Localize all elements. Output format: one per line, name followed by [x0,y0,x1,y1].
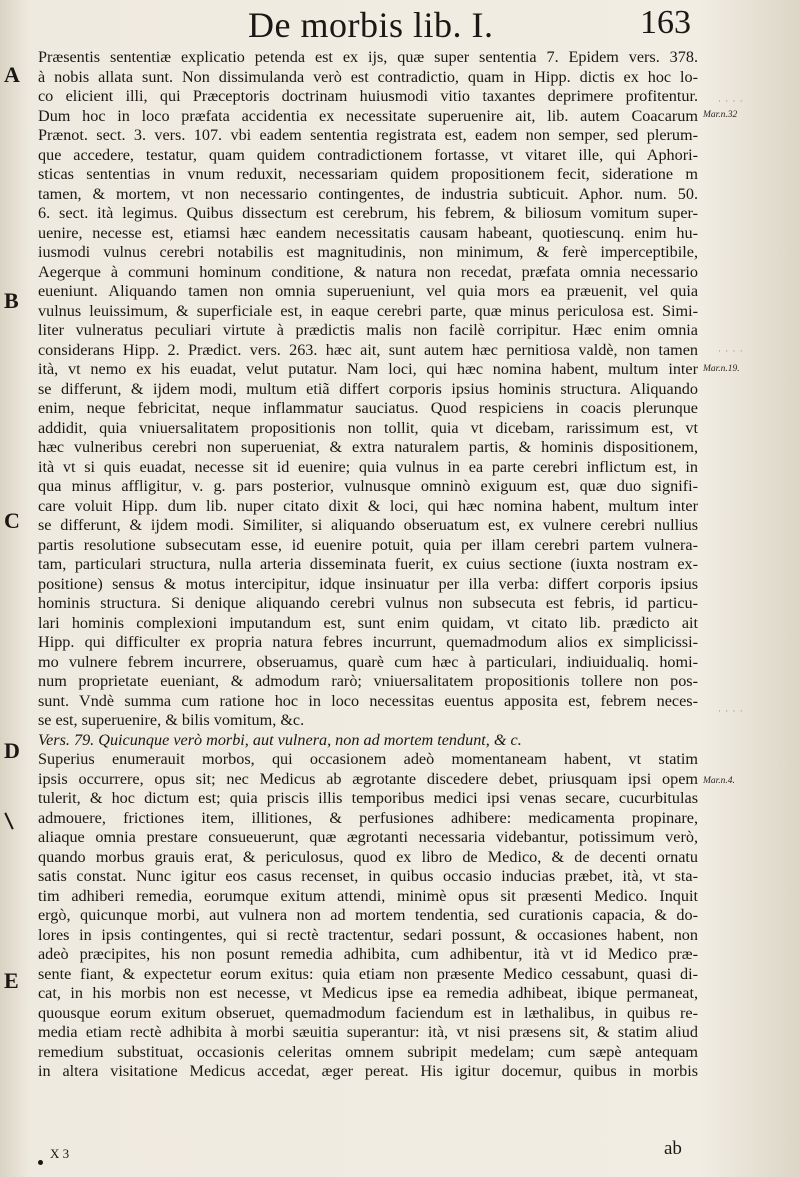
show-through-mark: · · · · [718,706,744,716]
text-line: Hipp. qui difficulter ex propria natura febres incurrunt, quemadmodum alios ex simplicissi- [38,633,698,651]
body-text [38,48,698,1082]
text-line: adeò præcipites, his non posunt remedia adhibita, cum adhibentur, ità vt id Medico præ- [38,945,698,963]
text-line: in altera visitatione Medicus accedat, æger pereat. His igitur docemur, quibus in morbis [38,1062,698,1080]
show-through-mark: · · · · [718,346,744,356]
text-line: uenire, necesse est, etiamsi hæc eandem necessitatis causam habeant, quotiescunq. enim hu- [38,223,698,242]
text-line: enim, neque febricitat, neque inflammatur sauciatus. Quod respiciens in coacis plerunque [38,399,698,417]
text-line: 6. sect. ità legimus. Quibus dissectum est cerebrum, his febrem, & biliosum vomitum super- [38,204,698,222]
text-line: co elicient illi, qui Præceptoris doctrinam huiusmodi vitio taxantes deprimere profitentur. [38,87,698,105]
margin-note: Mar.n.32 [703,110,738,120]
text-line: Præsentis sententiæ explicatio petenda est ex ijs, quæ super sententia 7. Epidem vers. 378. [38,48,698,66]
text-line: lores in ipsis contingentes, qui si rectè tractentur, sedari possunt, & occasiones habent, non [38,925,698,944]
text-line: satis constat. Nunc igitur eos casus recenset, in quibus occasio inducias præbet, ità, vt sta- [38,867,698,885]
text-line: liter vulneratus peculiari virtute à prædictis malis non facilè corripitur. Hæc enim omnia [38,321,698,339]
text-line: sente fiant, & expectetur eorum exitus: quia etiam non præsente Medico cessabunt, quasi di- [38,964,698,983]
text-line: à nobis allata sunt. Non dissimulanda verò est contradictio, quam in Hipp. dictis ex hoc lo- [38,67,698,86]
text-line: eueniunt. Aliquando tamen non omnia superueniunt, vel quia mors ea præuenit, vel quia [38,282,698,300]
ink-dot [38,1160,43,1165]
text-line: ità, vt nemo ex his euadat, velut putatur. Nam loci, qui hæc nomina habent, multum inter [38,360,698,378]
text-line: tam, particulari structura, nulla arteria disseminata fuerit, ex cuius sectione (iuxta nostram ex- [38,555,698,573]
text-line: sticas sententias in vnum reduxit, necessariam quidem propositionem fecit, sideratione m [38,165,698,183]
text-line: sunt. Vndè summa cum ratione hoc in loco necessitas euentus apposita est, febrem neces- [38,691,698,710]
show-through-mark: · · · · [718,96,744,106]
text-line: quando morbus grauis erat, & periculosus, quod ex libro de Medico, & de decenti ornatu [38,847,698,866]
section-letter-d: D [4,738,20,763]
text-line: admouere, frictiones item, illitiones, & perfusiones adhibere: medicamenta propinare, [38,808,698,827]
catchword: ab [664,1138,682,1159]
text-line: positione) sensus & motus intercipitur, idque insinuatur per illa verba: differt corporis ipsius [38,574,698,593]
section-letter-e: E [4,968,19,993]
text-line: se est, superuenire, & bilis vomitum, &c. [38,711,305,729]
text-line: Prænot. sect. 3. vers. 107. vbi eadem sententia registrata est, eadem non semper, sed plerum- [38,126,698,144]
text-line: Dum hoc in loco præfata accidentia ex necessitate superuenire ait, lib. autem Coacarum [38,106,698,125]
text-line: tamen, & mortem, vt non necessario contingentes, de industria subticuit. Aphor. num. 50. [38,184,698,203]
text-line: ità vt si quis euadat, necesse sit id euenire; quia vulnus in ea parte cerebri inflictum est, in [38,457,698,476]
text-line: cat, in his morbis non est necesse, vt Medicus ipse ea remedia adhibeat, ibique permaneat, [38,984,698,1002]
text-line: tim adhiberi remedia, eorumque exitum attendi, minimè opus sit præsenti Medico. Inquit [38,886,698,905]
text-line: partis resolutione subsecutam esse, id euenire potuit, quia per illam cerebri partem vulnera- [38,535,698,554]
text-line: qua minus affligitur, v. g. pars posterior, vulnusque omninò exiguum est, quæ duo signifi- [38,477,698,495]
text-line: care voluit Hipp. dum lib. nuper citato dixit & loci, qui hæc nomina habent, multum inter [38,496,698,515]
text-line: Vers. 79. Quicunque verò morbi, aut vulnera, non ad mortem tendunt, & c. [38,730,522,749]
page-header [0,4,800,48]
text-line: aliaque omnia prestare consueuerunt, quæ ægrotanti necessaria videbantur, potissimum verò, [38,828,698,846]
text-line: hominis structura. Si denique aliquando cerebri vulnus non subsecuta est febris, id particu- [38,594,698,612]
text-line: Superius enumerauit morbos, qui occasionem adeò momentaneam habent, vt statim [38,750,698,768]
section-letter-a: A [4,62,20,87]
text-line: lari hominis complexioni imputandum est, sunt enim quidam, vt citato lib. prædicto ait [38,613,698,632]
text-line: ergò, quicunque morbi, aut vulnera non ad mortem tendentia, sed curationis capacia, & do- [38,906,698,924]
margin-stroke [4,812,13,829]
running-title: De morbis lib. I. [248,5,494,45]
text-line: remedium substituat, occasionis celeritas omnem subripit medelam; cum sæpè antequam [38,1042,698,1061]
text-line: quousque eorum exitum obseruet, quemadmodum faciendum est in læthalibus, in quibus re- [38,1003,698,1022]
text-line: que accedere, testatur, quam quidem contradictionem fortasse, vt vitaret ille, qui Aphori- [38,145,698,164]
margin-note: Mar.n.4. [703,776,735,786]
text-line: vulnus leuissimum, & superficiale est, in eaque cerebri parte, quæ minus periculosa est. Simi- [38,301,698,320]
text-line: addidit, quia vniuersalitatem propositionis non tollit, quia vt dicebam, rarissimum est, vt [38,418,698,437]
signature-mark: X 3 [50,1146,70,1161]
text-line: Aegerque à communi hominum conditione, & natura non recedat, præfata omnia necessario [38,262,698,281]
margin-note: Mar.n.19. [703,364,740,374]
text-line: num proprietate eueniant, & admodum rarò; vniuersalitatem propositionis tollere non pos- [38,672,698,690]
text-line: media etiam rectè adhibita à morbi sæuitia superantur: ità, vt nisi præsens sit, & statim aliud [38,1023,698,1041]
section-letter-b: B [4,288,19,313]
text-line: tulerit, & hoc dictum est; quia priscis illis temporibus medici ipsi venas secare, cucurbitulas [38,789,698,807]
text-line: mo vulnere febrem incurrere, obseruamus, quarè cum hæc à particulari, indiuidualiq. homi- [38,652,698,671]
text-line: considerans Hipp. 2. Prædict. vers. 263. hæc ait, sunt autem hæc pernitiosa valdè, non tamen [38,340,698,359]
section-letter-c: C [4,508,20,533]
text-line: iusmodi vulnus cerebri notabilis est magnitudinis, non minimum, & ferè imperceptibile, [38,243,698,261]
text-line: se differunt, & ijdem modi. Similiter, si aliquando obseruatum est, ex vulnere cerebri nullius [38,516,698,534]
text-line: se differunt, & ijdem modi, multum etiã differt corporis ipsius hominis structura. Aliquando [38,379,698,398]
text-line: hæc vulneribus cerebri non superueniat, & extra naturalem partis, & hominis dispositionem, [38,438,698,456]
text-line: ipsis occurrere, opus sit; nec Medicus ab ægrotante discedere debet, priusquam ipsi opem [38,769,698,788]
page-number: 163 [640,4,691,41]
